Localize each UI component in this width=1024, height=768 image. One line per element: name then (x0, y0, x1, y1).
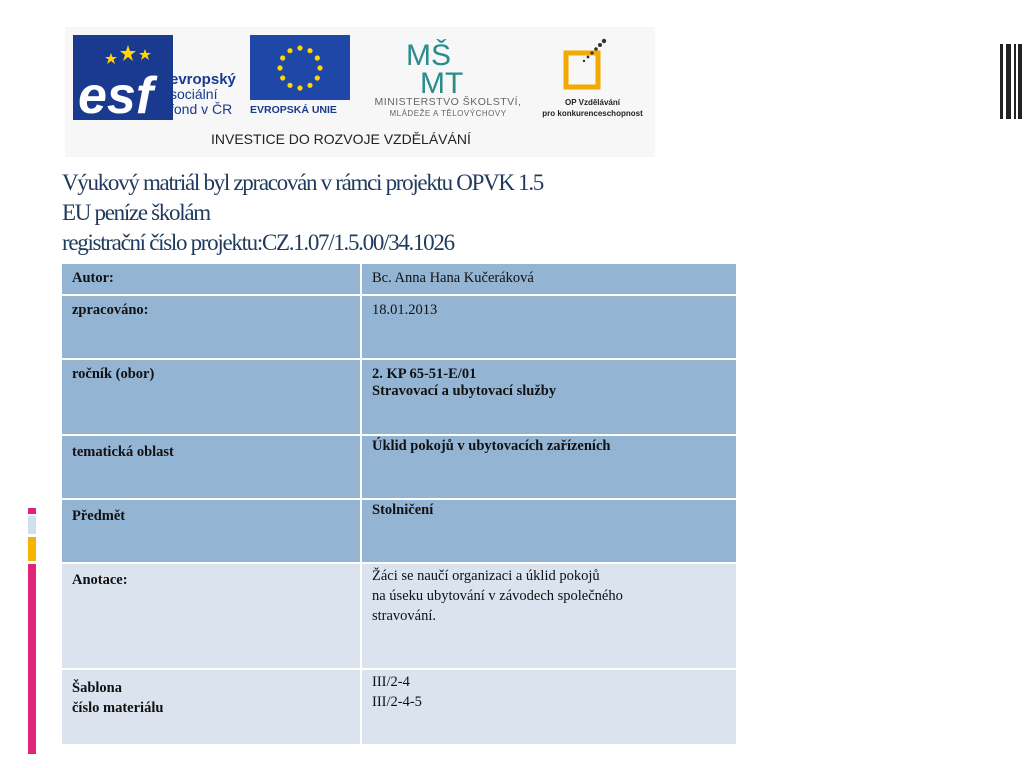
annotation-line2: na úseku ubytování v závodech společného (372, 588, 623, 604)
table-row-subject (61, 499, 737, 563)
msmt-logo-icon (400, 35, 495, 95)
template-value-line2: III/2-4-5 (372, 694, 422, 710)
author-value: Bc. Anna Hana Kučeráková (361, 263, 737, 295)
date-value: 18.01.2013 (361, 295, 737, 359)
author-label: Autor: (61, 263, 361, 295)
accent-strip-pink (28, 508, 36, 514)
table-row-annotation (61, 563, 737, 669)
topic-value: Úklid pokojů v ubytovacích zařízeních (361, 435, 737, 499)
info-table (60, 262, 738, 746)
opvk-logo-icon (560, 35, 620, 93)
annotation-line1: Žáci se naučí organizaci a úklid pokojů (372, 568, 600, 584)
msmt-line1: MINISTERSTVO ŠKOLSTVÍ, (374, 96, 522, 108)
table-row-grade (61, 359, 737, 435)
esf-text (170, 72, 236, 117)
svg-text:MŠ: MŠ (406, 39, 451, 72)
title-line2: EU peníze školám (62, 200, 210, 225)
grade-value-line1: 2. KP 65-51-E/01 (372, 366, 477, 382)
annotation-line3: stravování. (372, 608, 437, 624)
eu-label: EVROPSKÁ UNIE (250, 104, 337, 116)
eu-flag-icon (250, 35, 350, 100)
logo-banner (65, 27, 655, 157)
table-row-author (61, 263, 737, 295)
date-label: zpracováno: (61, 295, 361, 359)
esf-line1: evropský (170, 71, 236, 88)
title-line3: registrační číslo projektu:CZ.1.07/1.5.00/34.1026 (62, 230, 454, 255)
grade-label: ročník (obor) (61, 359, 361, 435)
grade-value-line2: Stravovací a ubytovací služby (372, 383, 557, 399)
template-value-line1: III/2-4 (372, 674, 410, 690)
grade-value (361, 359, 737, 435)
table-row-topic (61, 435, 737, 499)
investice-label: INVESTICE DO ROZVOJE VZDĚLÁVÁNÍ (211, 131, 471, 147)
opvk-line1: OP Vzdělávání (565, 98, 620, 107)
opvk-label (535, 97, 650, 119)
opvk-line2: pro konkurenceschopnost (542, 109, 643, 118)
table-row-template (61, 669, 737, 745)
svg-text:MT: MT (420, 67, 464, 95)
page-title (62, 168, 702, 258)
template-label-line2: číslo materiálu (72, 700, 164, 716)
template-label-line1: Šablona (72, 680, 122, 696)
esf-line2: sociální (170, 86, 218, 102)
annotation-value (361, 563, 737, 669)
accent-strip-pink-long (28, 564, 36, 754)
subject-value: Stolničení (361, 499, 737, 563)
annotation-label: Anotace: (61, 563, 361, 669)
topic-label: tematická oblast (61, 435, 361, 499)
esf-line3: fond v ČR (170, 101, 233, 117)
msmt-line2: MLÁDEŽE A TĚLOVÝCHOVY (389, 109, 507, 118)
svg-text:esf: esf (78, 67, 154, 120)
template-value (361, 669, 737, 745)
template-label (61, 669, 361, 745)
msmt-label (358, 97, 538, 119)
table-row-date (61, 295, 737, 359)
title-line1: Výukový matriál byl zpracován v rámci projektu OPVK 1.5 (62, 170, 544, 195)
accent-strip-lightblue (28, 516, 36, 534)
subject-label: Předmět (61, 499, 361, 563)
accent-strip-orange (28, 537, 36, 561)
esf-logo-icon (73, 35, 173, 120)
